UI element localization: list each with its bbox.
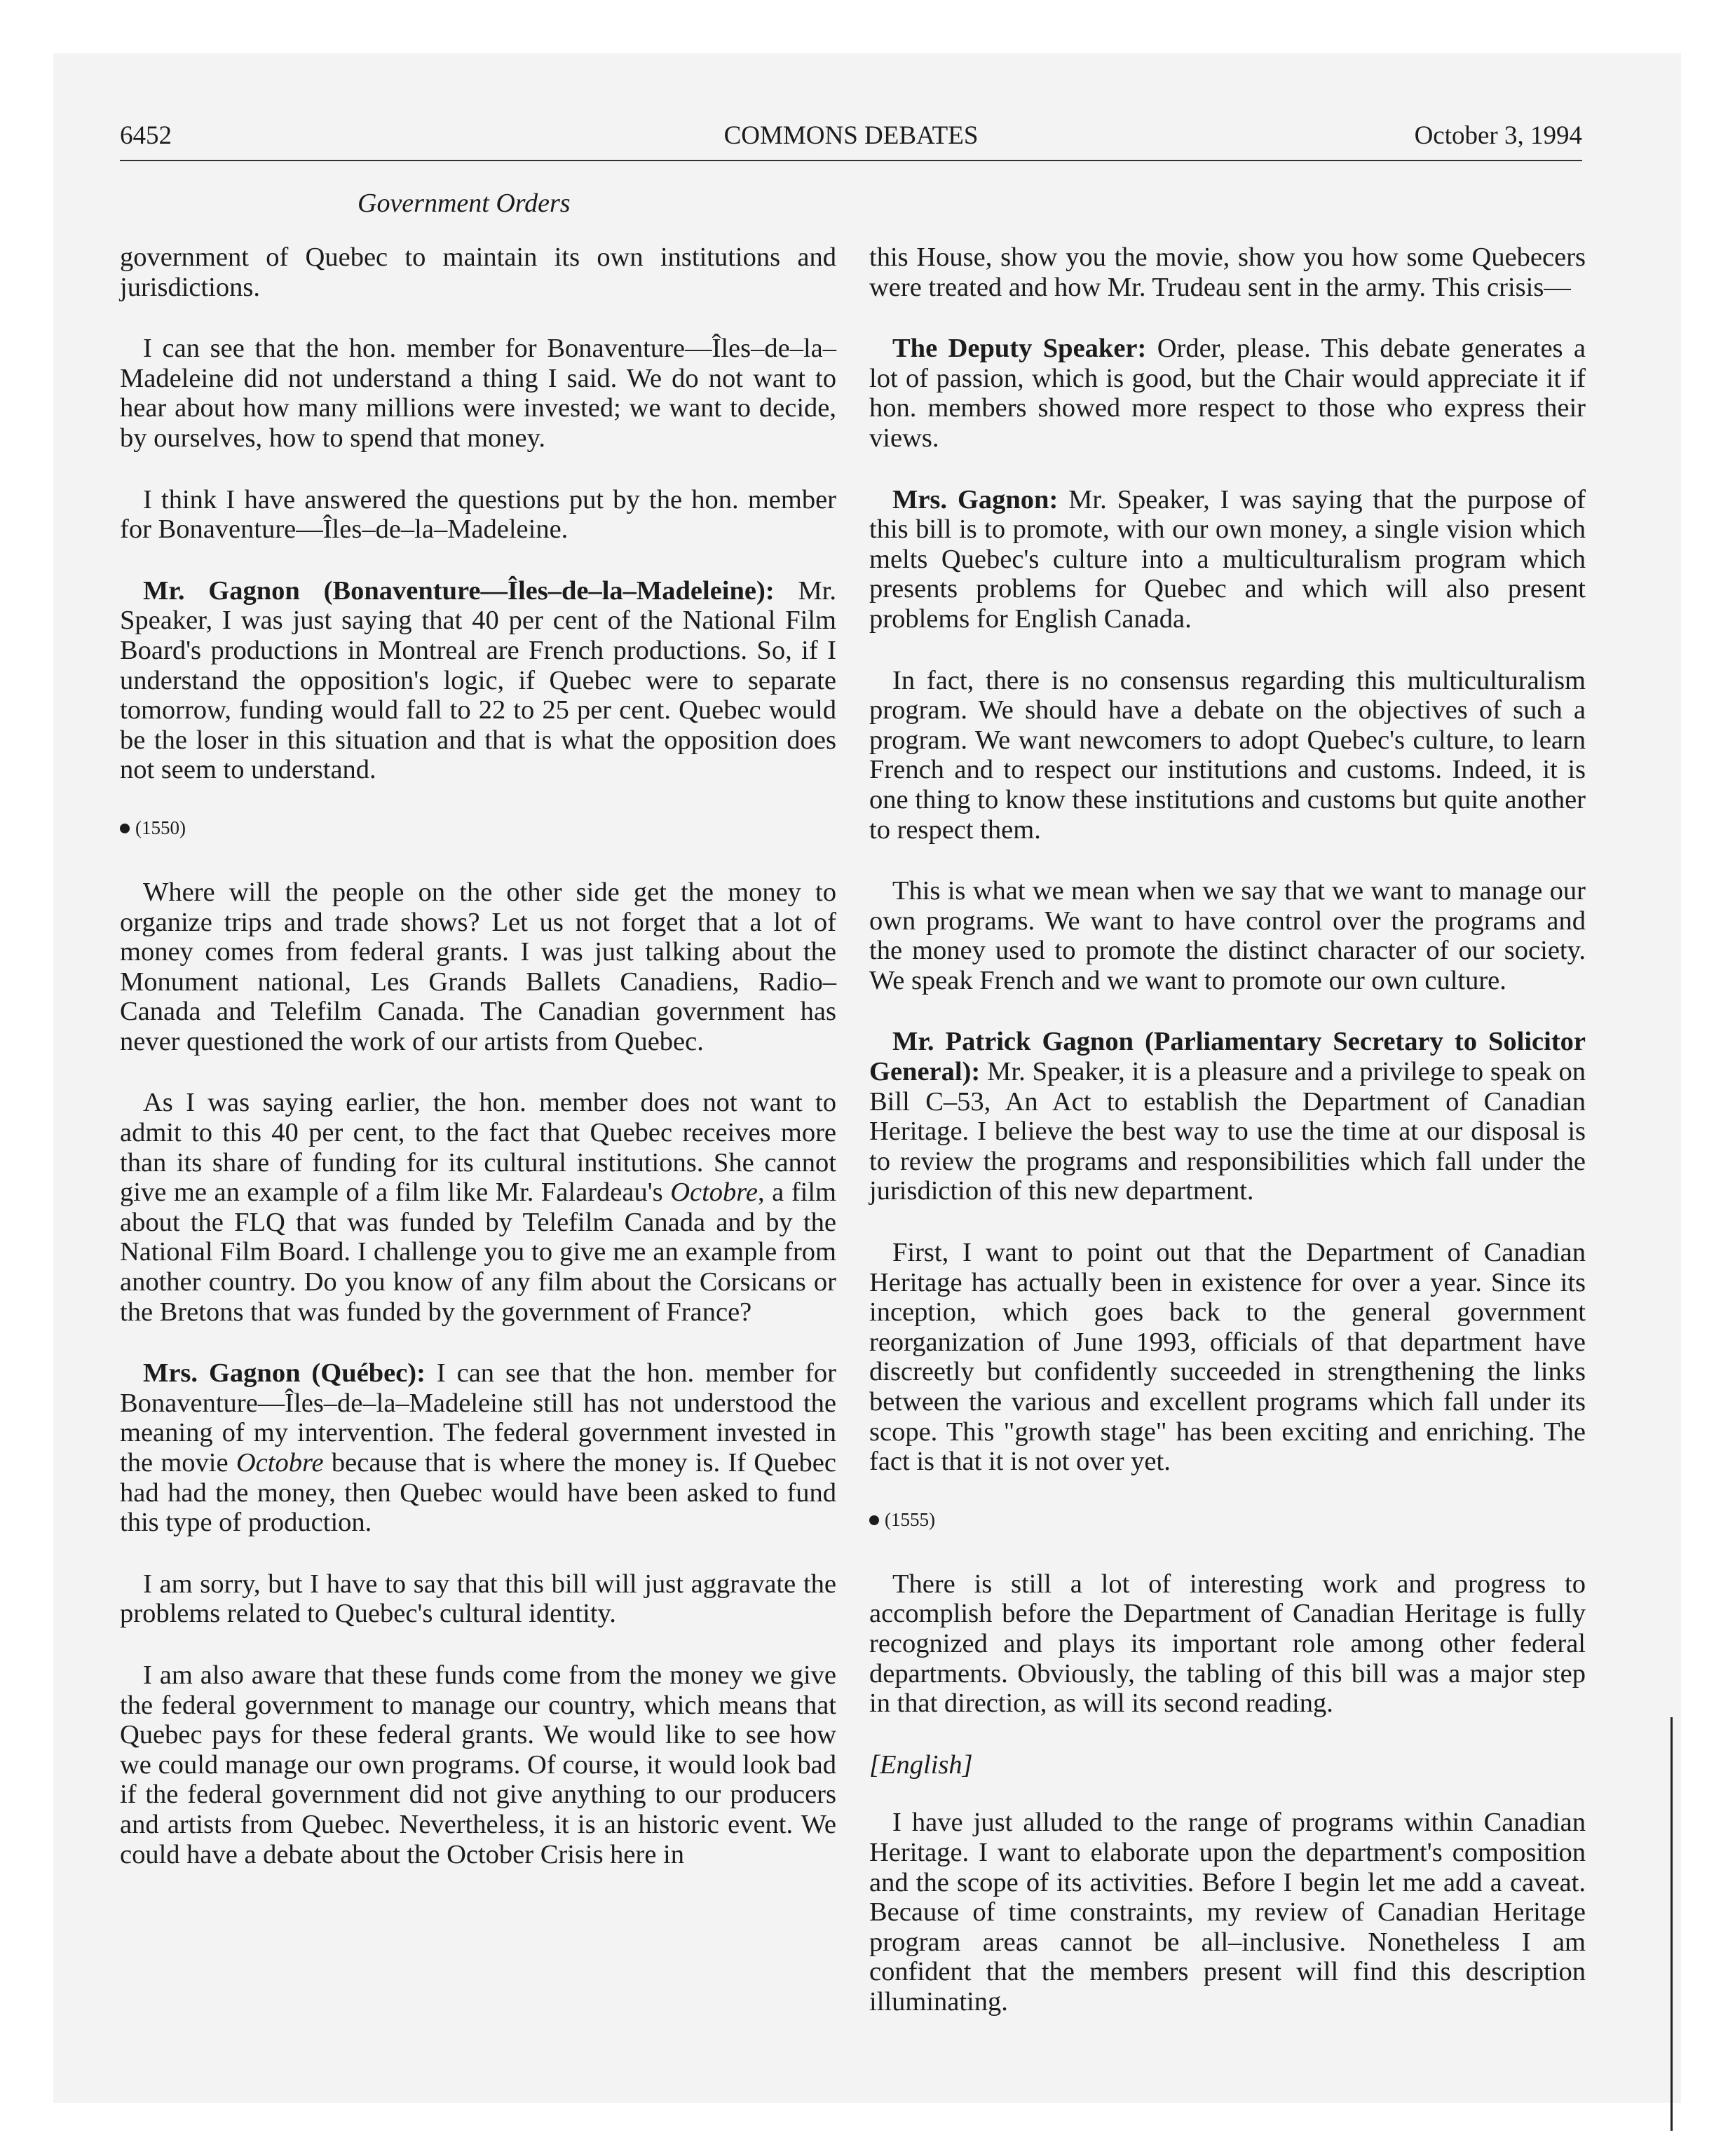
paragraph: I have just alluded to the range of programs within Canadian Heritage. I want to elaborate upon the department's composition and the scope of its activities. Before I begin let me add a caveat. Because of time constraints, my review of Canadian Heritage program areas cannot be all–inclusive. Nonetheless I am confident that the members present will find this description illuminating. — [869, 1808, 1586, 2017]
speech-text: Mr. Speaker, I was saying that the purpose of this bill is to promote, with our own money, a single vision which melts Quebec's culture into a multiculturalism program which presents problems for Quebec and which will also present problems for English Canada. — [869, 484, 1586, 634]
page-header — [120, 121, 1582, 161]
margin-rule — [1671, 1717, 1673, 2131]
paragraph: In fact, there is no consensus regarding this multiculturalism program. We should have a debate on the objectives of such a program. We want newcomers to adopt Quebec's culture, to learn French and to respect our institutions and customs. Indeed, it is one thing to know these institutions and customs but quite another to respect them. — [869, 665, 1586, 845]
speech-paragraph — [120, 576, 836, 785]
paragraph — [120, 1088, 836, 1327]
speech-paragraph — [120, 1358, 836, 1538]
paragraph: There is still a lot of interesting work and progress to accomplish before the Department of Canadian Heritage is fully recognized and plays its important role among other federal departments. Obviously, the tabling of this bill was a major step in that direction, as will its second reading. — [869, 1569, 1586, 1719]
paragraph: Where will the people on the other side get the money to organize trips and trade shows? Let us not forget that a lot of money comes from federal grants. I was just talking about the Monument national, Les Grands Ballets Canadiens, Radio–Canada and Telefilm Canada. The Canadian government has never questioned the work of our artists from Quebec. — [120, 877, 836, 1056]
section-title: Government Orders — [358, 189, 571, 218]
speech-paragraph — [869, 334, 1586, 453]
timestamp: (1555) — [885, 1508, 935, 1530]
page-number: 6452 — [120, 121, 172, 150]
speaker-name: Mrs. Gagnon: — [892, 484, 1059, 514]
paragraph: I can see that the hon. member for Bonaventure—Îles–de–la–Madeleine did not understand a thing I said. We do not want to hear about how many millions were invested; we want to decide, by ourselves, how to spend that money. — [120, 334, 836, 453]
paragraph: First, I want to point out that the Department of Canadian Heritage has actually been in existence for over a year. Since its inception, which goes back to the general government reorganization of June 1993, officials of that department have discreetly but confidently succeeded in strengthening the links between the various and excellent programs which fall under its scope. This "growth stage" has been exciting and enriching. The fact is that it is not over yet. — [869, 1238, 1586, 1477]
left-column — [120, 243, 836, 1901]
speaker-name: Mr. Gagnon (Bonaventure—Îles–de–la–Madeleine): — [143, 575, 775, 606]
paragraph: I am sorry, but I have to say that this bill will just aggravate the problems related to Quebec's cultural identity. — [120, 1569, 836, 1629]
text-run: As I was saying earlier, the hon. member does not want to admit to this 40 per cent, to the fact that Quebec receives more than its share of funding for its cultural institutions. She cannot give me an example of a film like Mr. Falardeau's — [120, 1088, 836, 1208]
timestamp-marker — [120, 817, 836, 839]
film-title: Octobre — [236, 1448, 324, 1478]
language-tag: [English] — [869, 1749, 973, 1780]
right-column — [869, 243, 1586, 2049]
text-run: I can see that the hon. member for Bonaventure—Îles–de–la–Madeleine still has not understood the meaning of my intervention. The federal government invested in the movie — [120, 1358, 836, 1478]
speech-text: Mr. Speaker, I was just saying that 40 per cent of the National Film Board's productions in Montreal are French productions. So, if I understand the opposition's logic, if Quebec were to separate tomorrow, funding would fall to 22 to 25 per cent. Quebec would be the loser in this situation and that is what the opposition does not seem to understand. — [120, 575, 836, 785]
film-title: Octobre — [670, 1178, 758, 1208]
speech-text: Order, please. This debate generates a lot of passion, which is good, but the Chair would appreciate it if hon. members showed more respect to those who express their views. — [869, 334, 1586, 453]
text-run: , a film about the FLQ that was funded by Telefilm Canada and by the National Film Board. I challenge you to give me an example from another country. Do you know of any film about the Corsicans or the Bretons that was funded by the government of France? — [120, 1178, 836, 1327]
paragraph: this House, show you the movie, show you how some Quebecers were treated and how Mr. Trudeau sent in the army. This crisis— — [869, 243, 1586, 302]
speaker-name: Mrs. Gagnon (Québec): — [143, 1358, 426, 1389]
speech-text: Mr. Speaker, it is a pleasure and a privilege to speak on Bill C–53, An Act to establish the Department of Canadian Heritage. I believe the best way to use the time at our disposal is to review the programs and responsibilities which fall under the jurisdiction of this new department. — [869, 1057, 1586, 1206]
paragraph: I am also aware that these funds come from the money we give the federal government to manage our country, which means that Quebec pays for these federal grants. We would like to see how we could manage our own programs. Of course, it would look bad if the federal government did not give anything to our producers and artists from Quebec. Nevertheless, it is an historic event. We could have a debate about the October Crisis here in — [120, 1660, 836, 1869]
publication-title: COMMONS DEBATES — [723, 121, 979, 150]
bullet-icon — [120, 824, 130, 833]
publication-date: October 3, 1994 — [1414, 121, 1582, 150]
timestamp-marker — [869, 1508, 1586, 1531]
bullet-icon — [869, 1515, 879, 1525]
paragraph: I think I have answered the questions put by the hon. member for Bonaventure—Îles–de–la–Madeleine. — [120, 484, 836, 545]
speech-paragraph — [869, 485, 1586, 634]
text-run: because that is where the money is. If Quebec had had the money, then Quebec would have been asked to fund this type of production. — [120, 1448, 836, 1538]
speaker-name: Mr. Patrick Gagnon (Parliamentary Secretary to Solicitor General): — [869, 1027, 1586, 1087]
paragraph: government of Quebec to maintain its own institutions and jurisdictions. — [120, 243, 836, 302]
speech-paragraph — [869, 1027, 1586, 1206]
timestamp: (1550) — [135, 817, 186, 838]
speaker-name: The Deputy Speaker: — [892, 334, 1147, 364]
paragraph: This is what we mean when we say that we want to manage our own programs. We want to have control over the programs and the money used to promote the distinct character of our society. We speak French and we want to promote our own culture. — [869, 876, 1586, 995]
